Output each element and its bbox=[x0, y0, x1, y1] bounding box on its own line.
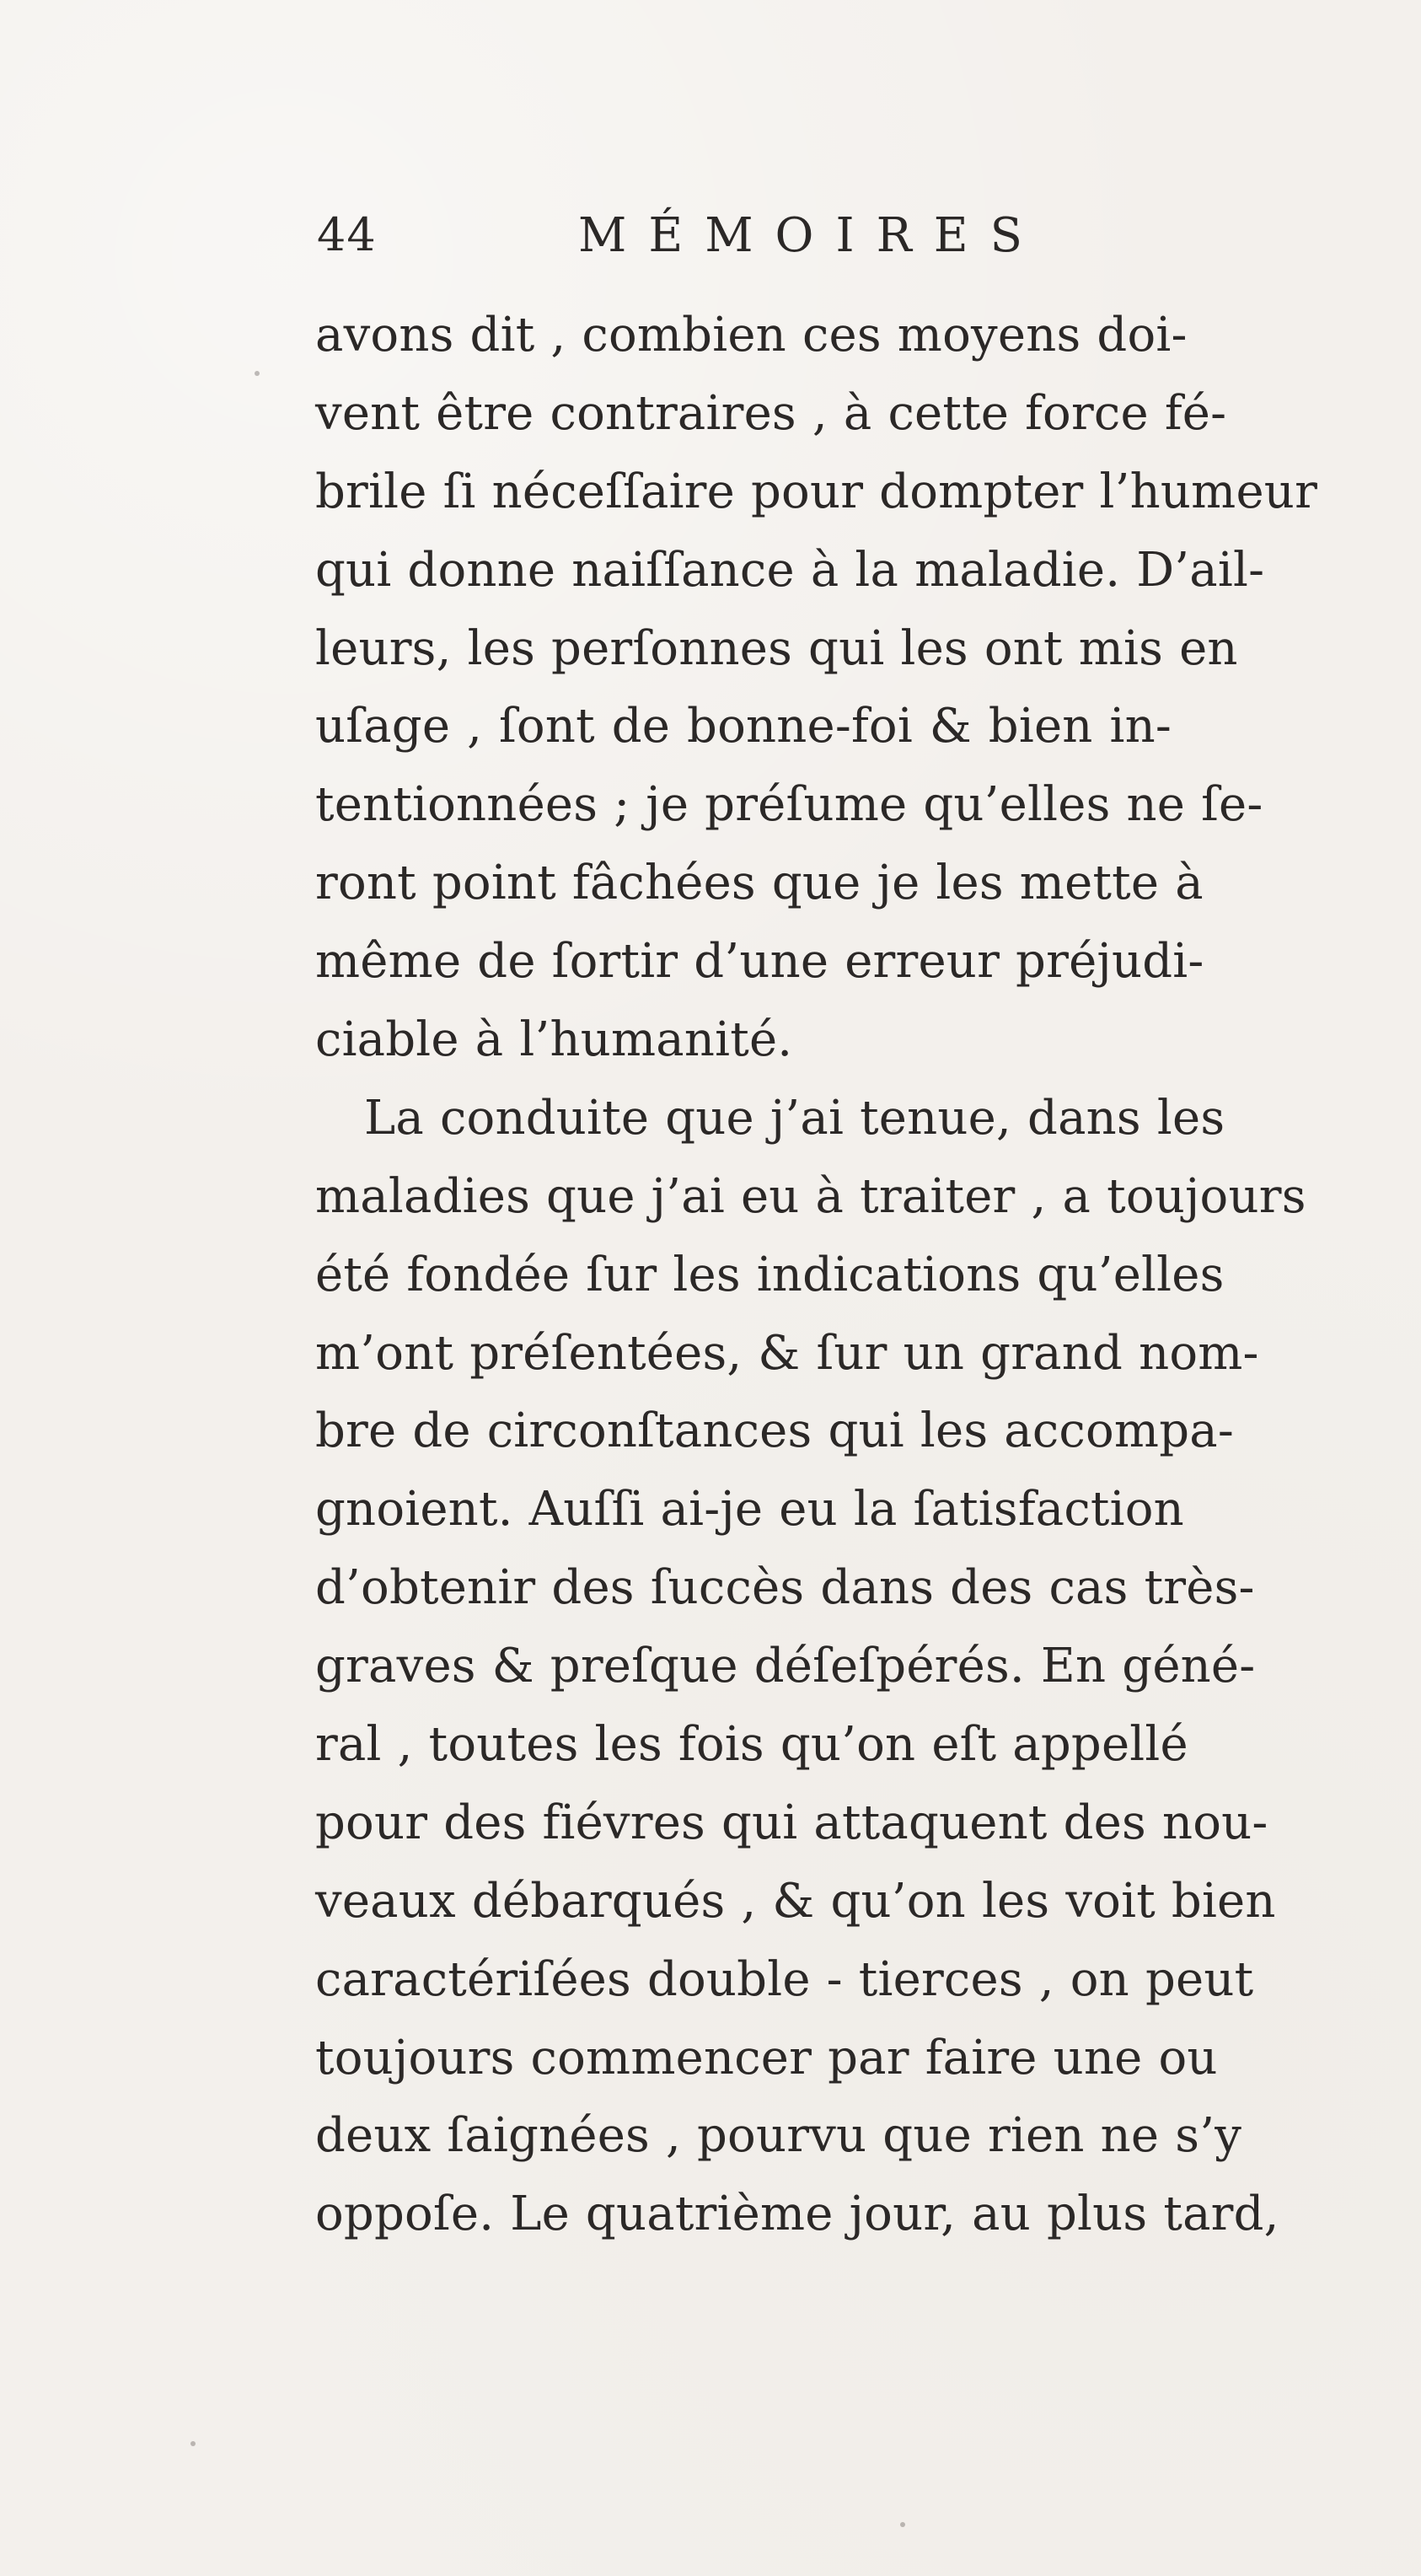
paper-speck bbox=[255, 371, 260, 376]
text-line: vent être contraires , à cette force fé- bbox=[315, 385, 1227, 441]
text-line: bre de circonſtances qui les accompa- bbox=[315, 1403, 1234, 1459]
text-line: avons dit , combien ces moyens doi- bbox=[315, 308, 1188, 362]
text-line: tentionnées ; je préſume qu’elles ne ſe- bbox=[315, 777, 1263, 833]
text-line: veaux débarqués , & qu’on les voit bien bbox=[315, 1873, 1276, 1929]
text-line: leurs, les perſonnes qui les ont mis en bbox=[315, 620, 1238, 676]
text-line: été fondée ſur les indications qu’elles bbox=[315, 1247, 1225, 1302]
text-line: brile ſi néceſſaire pour dompter l’humeur bbox=[315, 464, 1318, 519]
paper-speck bbox=[892, 1130, 897, 1135]
text-line: uſage , ſont de bonne-foi & bien in- bbox=[315, 699, 1172, 754]
text-line: pour des fiévres qui attaquent des nou- bbox=[315, 1795, 1268, 1850]
text-line: deux ſaignées , pourvu que rien ne s’y bbox=[315, 2108, 1242, 2164]
paper-speck bbox=[190, 2441, 196, 2446]
text-line: caractériſées double - tierces , on peut bbox=[315, 1951, 1254, 2007]
text-line: ral , toutes les fois qu’on eſt appellé bbox=[315, 1717, 1188, 1773]
text-line: d’obtenir des ſuccès dans des cas très- bbox=[315, 1560, 1255, 1616]
text-line: toujours commencer par faire une ou bbox=[315, 2030, 1218, 2085]
text-line: oppoſe. Le quatrième jour, au plus tard, bbox=[315, 2187, 1279, 2242]
text-line: maladies que j’ai eu à traiter , a toujours bbox=[315, 1168, 1306, 1224]
text-line: graves & preſque déſeſpérés. En géné- bbox=[315, 1639, 1256, 1694]
text-line: ciable à l’humanité. bbox=[315, 1012, 793, 1068]
page-header bbox=[317, 208, 1168, 288]
paragraph-start-line: La conduite que j’ai tenue, dans les bbox=[364, 1090, 1225, 1146]
text-line: même de ſortir d’une erreur préjudi- bbox=[315, 934, 1204, 990]
running-head: MÉMOIRES bbox=[578, 208, 1044, 263]
page-body bbox=[315, 297, 1318, 2254]
text-line: qui donne naiſſance à la maladie. D’ail- bbox=[315, 542, 1265, 598]
text-line: ront point fâchées que je les mette à bbox=[315, 856, 1204, 911]
text-line: gnoient. Auſſi ai-je eu la ſatisfaction bbox=[315, 1482, 1184, 1538]
page-number: 44 bbox=[317, 208, 377, 261]
paper-speck bbox=[900, 2522, 905, 2527]
text-line: m’ont préſentées, & ſur un grand nom- bbox=[315, 1325, 1259, 1381]
